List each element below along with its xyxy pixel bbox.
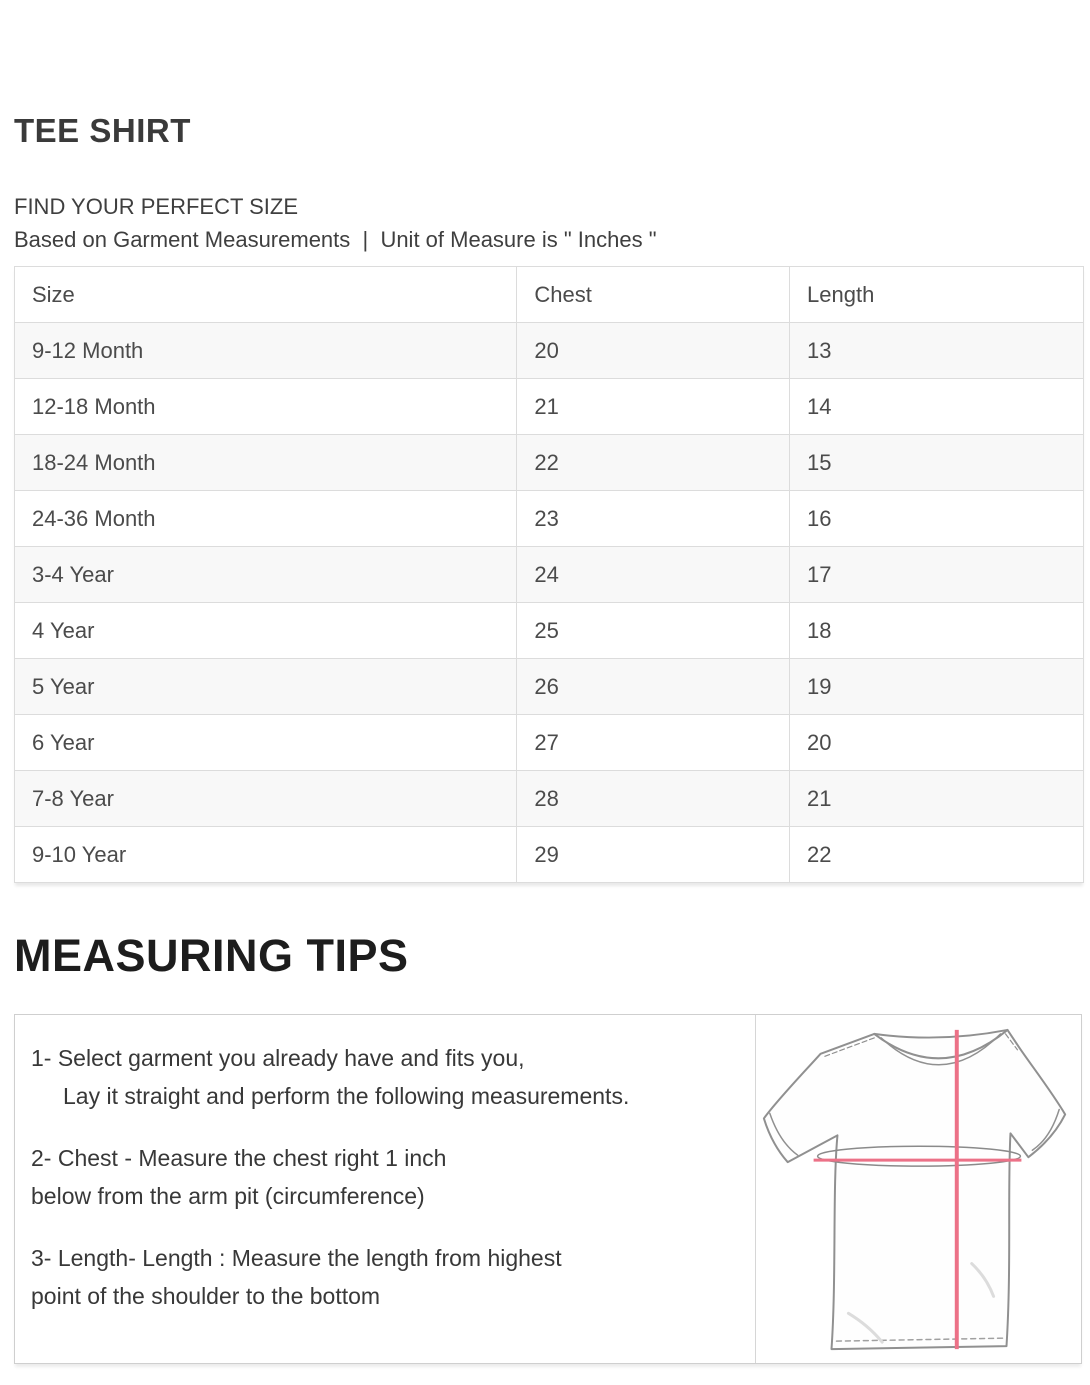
table-cell-size: 9-10 Year <box>15 827 517 883</box>
measurement-basis-note: Based on Garment Measurements | Unit of Measure is " Inches " <box>14 227 657 252</box>
column-header-length: Length <box>790 267 1084 323</box>
table-row <box>15 435 1084 491</box>
table-cell-length: 14 <box>790 379 1084 435</box>
size-table-body <box>15 323 1084 883</box>
table-cell-chest: 23 <box>517 491 790 547</box>
table-cell-size: 4 Year <box>15 603 517 659</box>
table-cell-chest: 21 <box>517 379 790 435</box>
table-cell-size: 18-24 Month <box>15 435 517 491</box>
table-cell-size: 6 Year <box>15 715 517 771</box>
table-cell-size: 5 Year <box>15 659 517 715</box>
table-row <box>15 323 1084 379</box>
tip-line: point of the shoulder to the bottom <box>31 1283 381 1309</box>
table-cell-chest: 27 <box>517 715 790 771</box>
table-cell-length: 13 <box>790 323 1084 379</box>
table-cell-length: 21 <box>790 771 1084 827</box>
tip-line: 3- Length- Length : Measure the length from highest <box>31 1245 562 1271</box>
measuring-tip-1 <box>31 1039 745 1115</box>
measuring-tips-text <box>15 1015 755 1363</box>
table-cell-length: 18 <box>790 603 1084 659</box>
tip-line: below from the arm pit (circumference) <box>31 1183 425 1209</box>
find-size-heading: FIND YOUR PERFECT SIZE <box>14 194 299 219</box>
table-cell-chest: 28 <box>517 771 790 827</box>
table-cell-chest: 20 <box>517 323 790 379</box>
table-row <box>15 547 1084 603</box>
table-cell-size: 3-4 Year <box>15 547 517 603</box>
tshirt-outline <box>764 1030 1065 1349</box>
measuring-tip-3 <box>31 1239 745 1315</box>
table-cell-length: 20 <box>790 715 1084 771</box>
table-cell-size: 7-8 Year <box>15 771 517 827</box>
size-chart-table <box>14 266 1084 883</box>
table-row <box>15 771 1084 827</box>
measuring-tips-heading: MEASURING TIPS <box>14 930 409 981</box>
table-cell-size: 12-18 Month <box>15 379 517 435</box>
column-header-chest: Chest <box>517 267 790 323</box>
tip-line: 1- Select garment you already have and fits you, <box>31 1045 525 1071</box>
table-row <box>15 659 1084 715</box>
measuring-tips-box <box>14 1014 1082 1364</box>
table-cell-chest: 29 <box>517 827 790 883</box>
table-row <box>15 603 1084 659</box>
table-cell-chest: 26 <box>517 659 790 715</box>
table-cell-length: 17 <box>790 547 1084 603</box>
size-table-head <box>15 267 1084 323</box>
table-row <box>15 827 1084 883</box>
table-cell-chest: 25 <box>517 603 790 659</box>
table-row <box>15 379 1084 435</box>
table-cell-length: 22 <box>790 827 1084 883</box>
table-row <box>15 491 1084 547</box>
tip-line: Lay it straight and perform the following measurements. <box>63 1083 630 1109</box>
table-cell-length: 15 <box>790 435 1084 491</box>
page-title: TEE SHIRT <box>14 112 191 149</box>
tshirt-illustration-cell <box>755 1015 1081 1363</box>
tip-line: 2- Chest - Measure the chest right 1 inch <box>31 1145 447 1171</box>
header-row <box>15 267 1084 323</box>
table-cell-size: 9-12 Month <box>15 323 517 379</box>
table-row <box>15 715 1084 771</box>
column-header-size: Size <box>15 267 517 323</box>
measuring-tip-2 <box>31 1139 745 1215</box>
table-cell-length: 16 <box>790 491 1084 547</box>
table-cell-length: 19 <box>790 659 1084 715</box>
tshirt-illustration <box>756 1017 1081 1365</box>
table-cell-chest: 24 <box>517 547 790 603</box>
table-cell-size: 24-36 Month <box>15 491 517 547</box>
table-cell-chest: 22 <box>517 435 790 491</box>
